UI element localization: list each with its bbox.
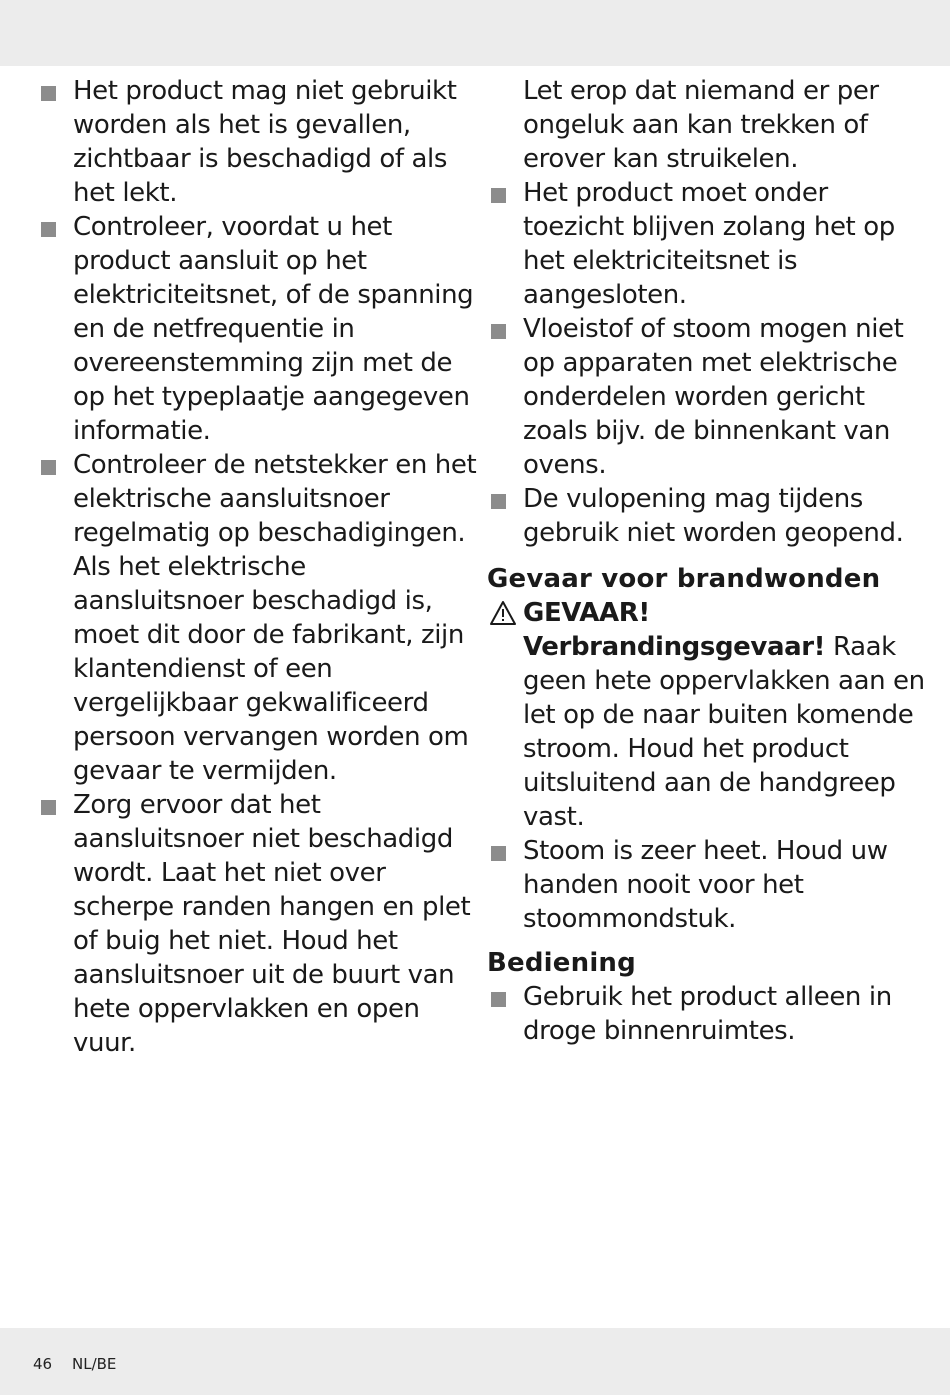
list-item [37, 448, 477, 788]
list-item-text: Het product moet onder toezicht blijven zolang het op het elektriciteitsnet is aangesloten. [523, 178, 895, 310]
list-item [37, 210, 477, 448]
page-number: 46 [33, 1355, 53, 1373]
square-bullet-icon [491, 846, 506, 861]
continued-paragraph: Let erop dat niemand er per ongeluk aan kan trekken of erover kan struikelen. [523, 76, 879, 174]
list-item-text: Stoom is zeer heet. Houd uw handen nooit voor het stoommondstuk. [523, 836, 888, 934]
right-column [487, 74, 927, 1048]
list-item [487, 482, 927, 550]
list-item [487, 176, 927, 312]
list-item-text: De vulopening mag tijdens gebruik niet worden geopend. [523, 484, 904, 548]
list-item [37, 74, 477, 210]
section-heading-operation: Bediening [487, 948, 636, 978]
square-bullet-icon [491, 992, 506, 1007]
list-item [487, 312, 927, 482]
top-band [0, 0, 950, 66]
square-bullet-icon [491, 188, 506, 203]
warning-text: Raak geen hete oppervlakken aan en let op de naar buiten komende stroom. Houd het product uitsluitend aan de handgreep vast. [523, 632, 925, 832]
list-item-text: Vloeistof of stoom mogen niet op apparaten met elektrische onderdelen worden gericht zoals bijv. de binnenkant van ovens. [523, 314, 904, 480]
list-item-text: Het product mag niet gebruikt worden als het is gevallen, zichtbaar is beschadigd of als het lekt. [73, 76, 457, 208]
square-bullet-icon [41, 800, 56, 815]
warning-label: GEVAAR! [523, 598, 650, 628]
list-item-text: Controleer, voordat u het product aansluit op het elektriciteitsnet, of de spanning en de netfrequentie in overeenstemming zijn met de op het typeplaatje aangegeven informatie. [73, 212, 474, 446]
list-item [487, 980, 927, 1048]
list-item [37, 788, 477, 1060]
list-item-text: Zorg ervoor dat het aansluitsnoer niet beschadigd wordt. Laat het niet over scherpe randen hangen en plet of buig het niet. Houd het aansluitsnoer uit de buurt van hete oppervlakken en open vuur. [73, 790, 471, 1058]
square-bullet-icon [41, 222, 56, 237]
language-code: NL/BE [72, 1355, 117, 1373]
square-bullet-icon [491, 494, 506, 509]
section-heading-burns: Gevaar voor brandwonden [487, 564, 881, 594]
warning-triangle-icon [489, 600, 517, 626]
square-bullet-icon [491, 324, 506, 339]
square-bullet-icon [41, 86, 56, 101]
square-bullet-icon [41, 460, 56, 475]
list-item-text: Gebruik het product alleen in droge binnenruimtes. [523, 982, 892, 1046]
list-item-text: Controleer de netstekker en het elektrische aansluitsnoer regelmatig op beschadigingen. Als het elektrische aansluitsnoer beschadigd is, moet dit door de fabrikant, zijn klantendienst of een vergelijkbaar gekwalificeerd persoon vervangen worden om gevaar te vermijden. [73, 450, 477, 786]
left-column [37, 74, 477, 1060]
warning-bold-text: Verbrandingsgevaar! [523, 632, 826, 662]
list-item [487, 834, 927, 936]
footer-band [0, 1328, 950, 1395]
warning-block [487, 596, 927, 834]
